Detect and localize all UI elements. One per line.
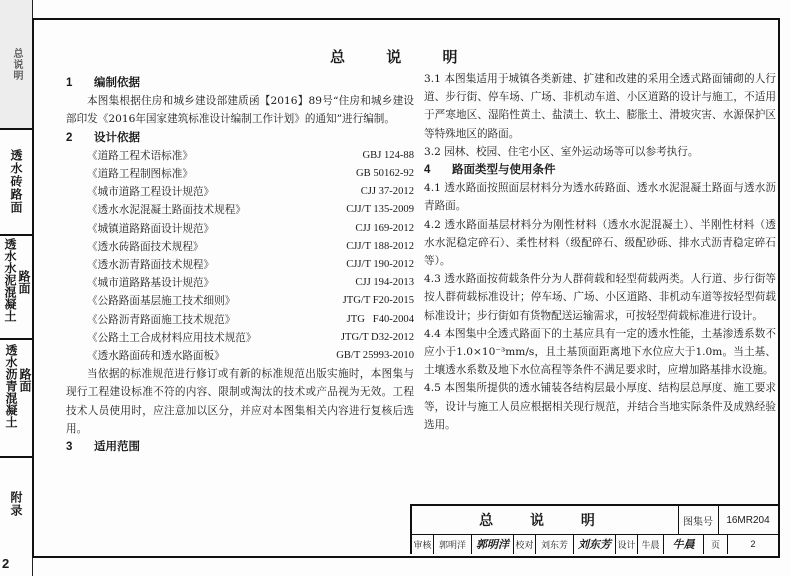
standard-code: CJJ 194-2013	[355, 277, 414, 289]
reviewer-signature: 郭明洋	[472, 534, 514, 554]
title-block-page-number: 2	[750, 539, 756, 549]
standard-name: 《城镇道路路面设计规范》	[87, 222, 215, 235]
standard-name: 《城市道路路基设计规范》	[87, 277, 215, 290]
section-number: 2	[66, 131, 73, 144]
set-number: 16MR204	[726, 514, 770, 526]
page-label: 页	[704, 534, 728, 554]
section-number: 4	[424, 164, 431, 177]
designer-name: 牛晨	[638, 534, 664, 554]
section-title: 适用范围	[94, 441, 140, 454]
paragraph: 3.1 本图集适用于城镇各类新建、扩建和改建的采用全透式路面铺砌的人行道、步行街、停车场、广场、非机动车道、小区道路的设计与施工，不适用于严寒地区、湿陷性黄土、盐渍土、软土、膨胀土、滑坡灾害、水源保护区等特殊地区的路面。	[424, 73, 776, 140]
standard-code: JTG/T F20-2015	[342, 295, 414, 307]
list-item	[66, 256, 414, 274]
standard-name: 《公路路面基层施工技术细则》	[87, 295, 236, 308]
list-item	[66, 183, 414, 201]
sidebar-index	[0, 0, 33, 576]
standard-code: CJJ/T 188-2012	[346, 240, 414, 252]
sidebar-item-label: 附录	[9, 491, 23, 517]
sidebar-item-label: 总说明	[11, 47, 22, 81]
section-heading	[66, 74, 414, 92]
list-item	[66, 292, 414, 310]
section-number: 3	[66, 441, 73, 454]
list-item	[66, 329, 414, 347]
list-item	[66, 238, 414, 256]
list-item	[66, 311, 414, 329]
list-item	[66, 147, 414, 165]
section-title: 路面类型与使用条件	[452, 164, 556, 177]
standard-name: 《公路沥青路面施工技术规范》	[87, 313, 236, 326]
paragraph: 4.1 透水路面按照面层材料分为透水砖路面、透水水泥混凝土路面与透水沥青路面。	[424, 182, 776, 213]
title-block-row	[412, 534, 778, 554]
paragraph: 4.5 本图集所提供的透水铺装各结构层最小厚度、结构层总厚度、施工要求等，设计与施工人员应根据相关现行规范，并结合当地实际条件及成熟经验选用。	[424, 382, 776, 431]
page-number: 2	[2, 556, 10, 571]
paragraph: 本图集根据住房和城乡建设部建质函【2016】89号“住房和城乡建设部印发《2016年国家建筑标准设计编制工作计划》的通知”进行编制。	[66, 95, 414, 126]
sidebar-item-label: 透水水泥混凝土	[3, 238, 17, 322]
page-title: 总 说 明	[330, 48, 476, 66]
list-item	[66, 201, 414, 219]
left-column	[66, 74, 414, 456]
right-column	[424, 70, 776, 434]
section-heading	[66, 129, 414, 147]
sidebar-item-sublabel: 路面	[18, 368, 32, 392]
sidebar-item-sublabel: 路面	[17, 270, 31, 294]
standard-code: JTG/T D32-2012	[340, 331, 414, 343]
designer-signature: 牛晨	[664, 534, 704, 554]
section-heading	[66, 438, 414, 456]
sidebar-item-permeable-asphalt[interactable]	[0, 338, 32, 458]
standard-name: 《透水沥青路面技术规程》	[87, 259, 215, 272]
section-title: 设计依据	[94, 131, 140, 144]
list-item	[66, 347, 414, 365]
standard-code: CJJ/T 135-2009	[346, 204, 414, 216]
checker-signature: 刘东芳	[574, 534, 616, 554]
section-number: 1	[66, 77, 73, 89]
standard-name: 《道路工程制图标准》	[87, 168, 193, 181]
standard-code: GBJ 124-88	[362, 149, 414, 161]
list-item	[66, 274, 414, 292]
standard-name: 《城市道路工程设计规范》	[87, 186, 215, 199]
title-block-title: 总 说 明	[412, 506, 679, 534]
set-number-label: 图集号	[678, 506, 719, 534]
design-label: 设计	[616, 534, 638, 554]
sidebar-item-appendix[interactable]	[0, 456, 32, 552]
check-label: 校对	[514, 534, 536, 554]
standard-name: 《透水砖路面技术规程》	[87, 240, 204, 253]
standard-code: GB 50162-92	[356, 168, 414, 180]
standard-name: 《公路土工合成材料应用技术规范》	[87, 331, 257, 344]
sidebar-item-label: 透水沥青混凝土	[4, 344, 18, 428]
standards-list	[66, 147, 414, 365]
sidebar-item-permeable-brick[interactable]	[0, 128, 32, 236]
standard-code: CJJ 169-2012	[355, 222, 414, 234]
standard-code: CJJ 37-2012	[360, 186, 414, 198]
paragraph: 4.4 本图集中全透式路面下的土基应具有一定的透水性能，土基渗透系数不应小于1.0×10⁻³mm/s，且土基顶面距离地下水位应大于1.0m。当土基、土壤透水系数及地下水位高程等条件不满足要求时，应增加路基排水设施。	[424, 327, 776, 377]
paragraph: 4.3 透水路面按荷载条件分为人群荷载和轻型荷载两类。人行道、步行街等按人群荷载标准设计；停车场、广场、小区道路、非机动车道等按轻型荷载标准设计；步行街如有货物配送运输需求，可按轻型荷载标准进行设计。	[424, 273, 776, 322]
standard-name: 《透水水泥混凝土路面技术规程》	[87, 204, 246, 217]
standard-name: 《道路工程术语标准》	[87, 149, 193, 162]
list-item	[66, 220, 414, 238]
standard-code: CJJ/T 190-2012	[346, 259, 414, 271]
standard-name: 《透水路面砖和透水路面板》	[87, 350, 225, 363]
sidebar-item-permeable-concrete[interactable]	[0, 234, 32, 340]
section-heading	[424, 161, 776, 179]
list-item	[66, 165, 414, 183]
paragraph: 当依据的标准规范进行修订或有新的标准规范出版实施时，本图集与现行工程建设标准不符的内容、限制或淘汰的技术或产品视为无效。工程技术人员使用时，应注意加以区分，并应对本图集相关内容进行复核后选用。	[66, 368, 414, 435]
sidebar-item-label: 透水砖路面	[9, 148, 23, 214]
review-label: 审核	[412, 534, 434, 554]
title-block	[410, 504, 778, 554]
paragraph: 4.2 透水路面基层材料分为刚性材料（透水水泥混凝土）、半刚性材料（透水水泥稳定碎石）、柔性材料（级配碎石、级配砂砾、排水式沥青稳定碎石等）。	[424, 218, 776, 268]
title-block-row	[412, 506, 778, 535]
paragraph: 3.2 园林、校园、住宅小区、室外运动场等可以参考执行。	[424, 145, 699, 158]
checker-name: 刘东芳	[536, 534, 574, 554]
sidebar-item-general-notes[interactable]	[0, 0, 32, 130]
reviewer-name: 郭明洋	[434, 534, 472, 554]
standard-code: JTG F40-2004	[346, 313, 414, 325]
standard-code: GB/T 25993-2010	[336, 350, 414, 362]
section-title: 编制依据	[94, 77, 140, 89]
